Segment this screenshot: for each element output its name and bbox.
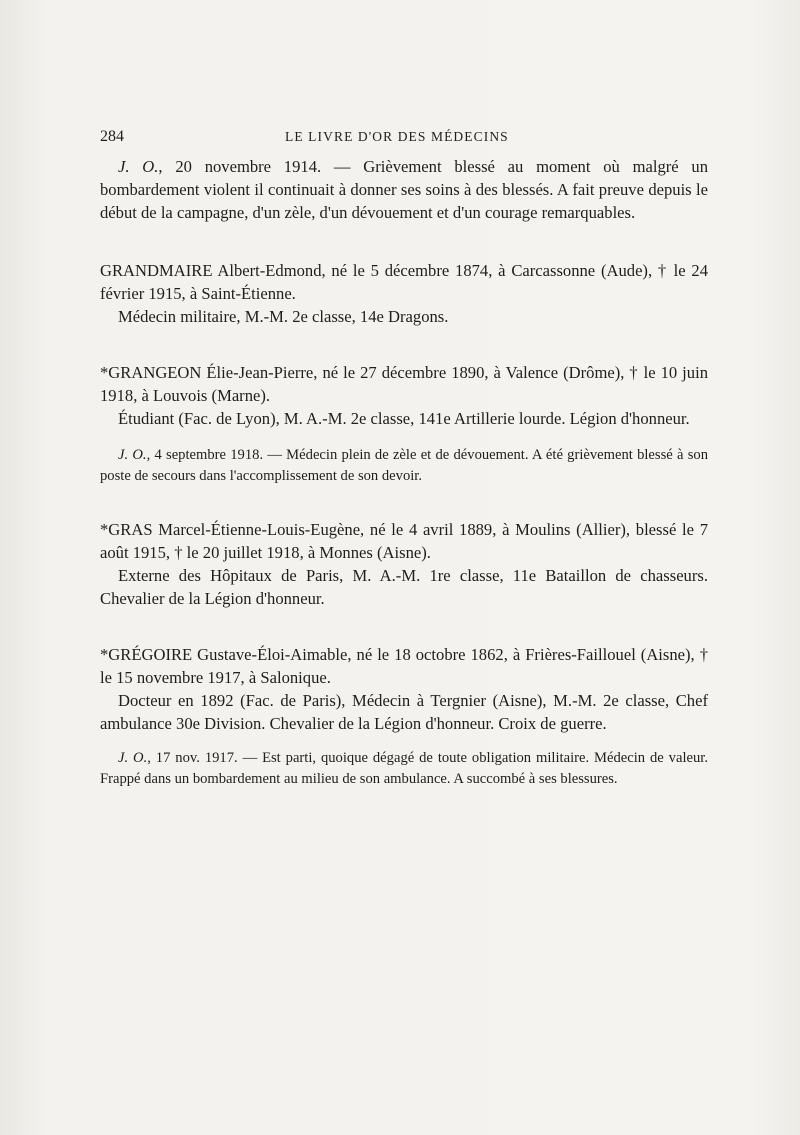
entry-heading: *GRAS Marcel-Étienne-Louis-Eugène, né le 4 avril 1889, à Moulins (Allier), blessé le 7 août 1915, † le 20 juillet 1918, à Monnes (Aisne). xyxy=(100,520,708,562)
entry-details: Médecin militaire, M.-M. 2e classe, 14e Dragons. xyxy=(118,307,449,326)
page-body xyxy=(100,155,708,790)
citation-text: , 17 nov. 1917. — Est parti, quoique dégagé de toute obligation militaire. Médecin de valeur. Frappé dans un bombardement au milieu de son ambulance. A succombé à ses blessures. xyxy=(100,750,708,787)
citation-paragraph xyxy=(100,748,708,790)
citation-source: J. O. xyxy=(118,157,159,176)
entry-heading: *GRÉGOIRE Gustave-Éloi-Aimable, né le 18 octobre 1862, à Frières-Faillouel (Aisne), † le 15 novembre 1917, à Salonique. xyxy=(100,645,708,687)
page-header xyxy=(100,128,708,150)
citation-source: J. O. xyxy=(118,447,147,463)
entry-details: Docteur en 1892 (Fac. de Paris), Médecin à Tergnier (Aisne), M.-M. 2e classe, Chef ambulance 30e Division. Chevalier de la Légion d'honneur. Croix de guerre. xyxy=(100,691,708,733)
entry-details: Externe des Hôpitaux de Paris, M. A.-M. 1re classe, 11e Bataillon de chasseurs. Chevalier de la Légion d'honneur. xyxy=(100,566,708,608)
citation-paragraph xyxy=(100,445,708,487)
citation-source: J. O. xyxy=(118,750,148,766)
citation-paragraph xyxy=(100,155,708,224)
page-number: 284 xyxy=(100,128,124,145)
running-title: LE LIVRE D'OR DES MÉDECINS xyxy=(285,129,509,144)
citation-text: , 4 septembre 1918. — Médecin plein de zèle et de dévouement. A été grièvement blessé à son poste de secours dans l'accomplissement de son devoir. xyxy=(100,447,708,484)
entry-details: Étudiant (Fac. de Lyon), M. A.-M. 2e classe, 141e Artillerie lourde. Légion d'honneur. xyxy=(118,409,690,428)
entry-heading: *GRANGEON Élie-Jean-Pierre, né le 27 décembre 1890, à Valence (Drôme), † le 10 juin 1918, à Louvois (Marne). xyxy=(100,363,708,405)
entry-heading: GRANDMAIRE Albert-Edmond, né le 5 décembre 1874, à Carcassonne (Aude), † le 24 février 1915, à Saint-Étienne. xyxy=(100,261,708,303)
citation-text: , 20 novembre 1914. — Grièvement blessé au moment où malgré un bombardement violent il continuait à donner ses soins à des blessés. A fait preuve depuis le début de la campagne, d'un zèle, d'un dévouement et d'un courage remarquables. xyxy=(100,157,709,222)
